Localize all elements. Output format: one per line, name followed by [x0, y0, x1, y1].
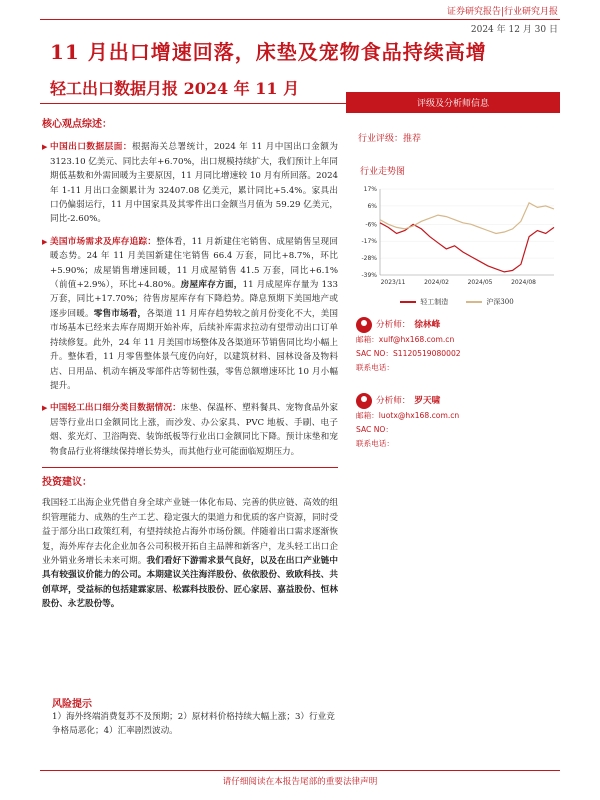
invest-emphasis: 我们看好下游需求景气良好，以及在出口产业链中具有较强议价能力的公司。本期建议关注海洋股份、依依股份、致欧科技、共创草坪，受益标的包括建霖家居、松霖科技股份、匠心家居、嘉益股份、恒林股份、永艺股份等。	[42, 555, 338, 610]
legal-notice: 请仔细阅读在本报告尾部的重要法律声明	[222, 777, 378, 787]
paragraph-emphasis: 零售市场看，	[93, 308, 147, 319]
paragraph-body: 11 月成屋库存量为 133 万套，同比+17.70%；待售房屋库存有下降趋势。降息预期下美国地产或逐步回暖。	[50, 280, 338, 319]
y-tick-label: -28%	[361, 255, 377, 263]
trend-chart	[354, 183, 560, 306]
chart-title: 行业走势图	[360, 167, 406, 177]
y-tick-label: 6%	[367, 202, 377, 210]
legend-label: 沪深300	[486, 298, 514, 306]
analyst-list	[356, 317, 560, 451]
series-line	[380, 223, 554, 272]
chart-legend	[354, 297, 560, 307]
analyst-card	[356, 393, 560, 451]
analyst-role-label: 分析师：	[376, 396, 411, 406]
summary-paragraph-export	[42, 140, 338, 226]
analyst-email[interactable]: 邮箱：luotx@hx168.com.cn	[356, 411, 460, 420]
x-tick-label: 2024/08	[511, 279, 537, 286]
report-title: 11 月出口增速回落，床垫及宠物食品持续高增	[50, 40, 487, 64]
analyst-role	[356, 393, 560, 409]
summary-paragraph-us-market	[42, 235, 338, 393]
industry-rating	[358, 131, 560, 144]
summary-heading: 核心观点综述：	[42, 119, 112, 130]
analyst-name: 罗天啸	[414, 396, 441, 406]
paragraph-body: 根据海关总署统计，2024 年 11 月中国出口金额为 3123.10 亿美元、同比去年+6.70%，出口规模持续扩大，我们预计上年同期低基数和外需回暖为主要原因，11 月同比增速较 10 月有所回落。2024 年 1-11 月出口金额累计为 32407.08 亿美元，累计同比+5.4%。家具出口仍偏弱运行，11 月中国家具及其零件出口金额当月值为 59.29 亿美元，同比-2.60%。	[50, 142, 338, 225]
y-tick-label: -39%	[361, 272, 377, 279]
paragraph-emphasis: 房屋库存方面，	[180, 280, 243, 291]
risk-heading: 风险提示	[52, 699, 92, 710]
legend-swatch	[400, 301, 416, 303]
analyst-sac: SAC NO：S1120519080002	[356, 349, 461, 358]
trend-chart-svg	[354, 183, 560, 291]
invest-body: 我国轻工出海企业凭借自身全球产业链一体化布局、完善的供应链、高效的组织管理能力、成熟的生产工艺、稳定强大的渠道力和优质的客户资源，同时受益于部分出口政策红利，有望持续抢占海外市场份额。伴随着出口需求逐渐恢复，海外库存去化企业加各公司积极开拓自主品牌和新客户，龙头轻工出口企业外销业务增长未来可期。	[42, 498, 338, 566]
x-tick-label: 2023/11	[380, 279, 406, 286]
y-tick-label: -17%	[361, 238, 377, 246]
y-tick-label: 17%	[363, 186, 377, 193]
triangle-bullet-icon: ▶	[42, 143, 48, 152]
analyst-email[interactable]: 邮箱：xulf@hx168.com.cn	[356, 335, 455, 344]
legend-item-industry	[400, 297, 448, 307]
report-subtitle: 轻工出口数据月报 2024 年 11 月	[50, 79, 300, 98]
person-icon	[356, 317, 372, 333]
sidebar-header: 评级及分析师信息	[346, 92, 560, 113]
x-tick-label: 2024/02	[424, 279, 450, 286]
analyst-name: 徐林峰	[414, 320, 441, 330]
paragraph-body: 整体看，11 月新建住宅销售、成屋销售呈现回暖态势。24 年 11 月美国新建住宅销售 66.4 万套，同比+8.7%，环比+5.90%；成屋销售增速回暖，11 月成屋销售 41.5 万套，同比+6.1%（前值+2.9%），环比+4.80%。	[50, 236, 338, 291]
series-line	[380, 203, 554, 234]
x-tick-label: 2024/05	[467, 279, 493, 286]
paragraph-lead: 美国市场需求及库存追踪：	[50, 236, 157, 247]
risk-body: 1）海外终端消费复苏不及预期；2）原材料价格持续大幅上涨；3）行业竞争格局恶化；4）汇率剧烈波动。	[52, 712, 335, 736]
report-date: 2024 年 12 月 30 日	[470, 25, 558, 35]
paragraph-body: 床垫、保温杯、塑料餐具、宠物食品外家居等行业出口金额同比上涨，而沙发、办公家具、PVC 地板、手刷、电子烟、浆光灯、卫浴陶瓷、装饰纸板等行业出口金额同比下降。预计床垫和宠物食品行业将继续保持增长势头，而其他行业可能面临短期压力。	[50, 403, 338, 457]
analyst-role-label: 分析师：	[376, 320, 411, 330]
invest-paragraph	[42, 496, 338, 611]
analyst-phone: 联系电话：	[356, 363, 394, 372]
triangle-bullet-icon: ▶	[42, 237, 48, 246]
person-icon	[356, 393, 372, 409]
triangle-bullet-icon: ▶	[42, 404, 48, 413]
paragraph-lead: 中国轻工出口细分类目数据情况：	[50, 403, 181, 414]
legend-swatch	[466, 301, 482, 303]
analyst-sac: SAC NO：	[356, 425, 393, 434]
legend-item-csi300	[466, 297, 513, 307]
header-divider	[40, 19, 560, 20]
report-type-tag: 证券研究报告|行业研究月报	[446, 7, 558, 17]
legend-label: 轻工制造	[420, 298, 449, 306]
main-content	[42, 118, 338, 612]
invest-heading: 投资建议：	[42, 476, 92, 488]
section-divider	[42, 467, 338, 468]
paragraph-lead: 中国出口数据层面：	[50, 142, 132, 153]
rating-value: 推荐	[403, 134, 422, 144]
analyst-phone: 联系电话：	[356, 439, 394, 448]
y-tick-label: -6%	[365, 221, 377, 229]
sidebar	[346, 92, 560, 469]
analyst-card	[356, 317, 560, 375]
paragraph-body: 各渠道 11 月库存趋势较之前月份变化不大，美国市场基本已经来去库存周期开始补库，后续补库需求拉动有望带动出口订单持续修复。此外，24 年 11 月美国市场整体及各渠道环节销售同比均小幅上升。整体看，11 月零售整体景气度仍向好，以建筑材料、园林设备及物料店、日用品、机动车辆及零部件店等韧性强，零售总额增速环比 10 月小幅提升。	[50, 308, 338, 391]
footer-divider	[40, 770, 560, 771]
analyst-role	[356, 317, 560, 333]
summary-paragraph-categories	[42, 401, 338, 459]
rating-label: 行业评级：	[358, 134, 404, 144]
